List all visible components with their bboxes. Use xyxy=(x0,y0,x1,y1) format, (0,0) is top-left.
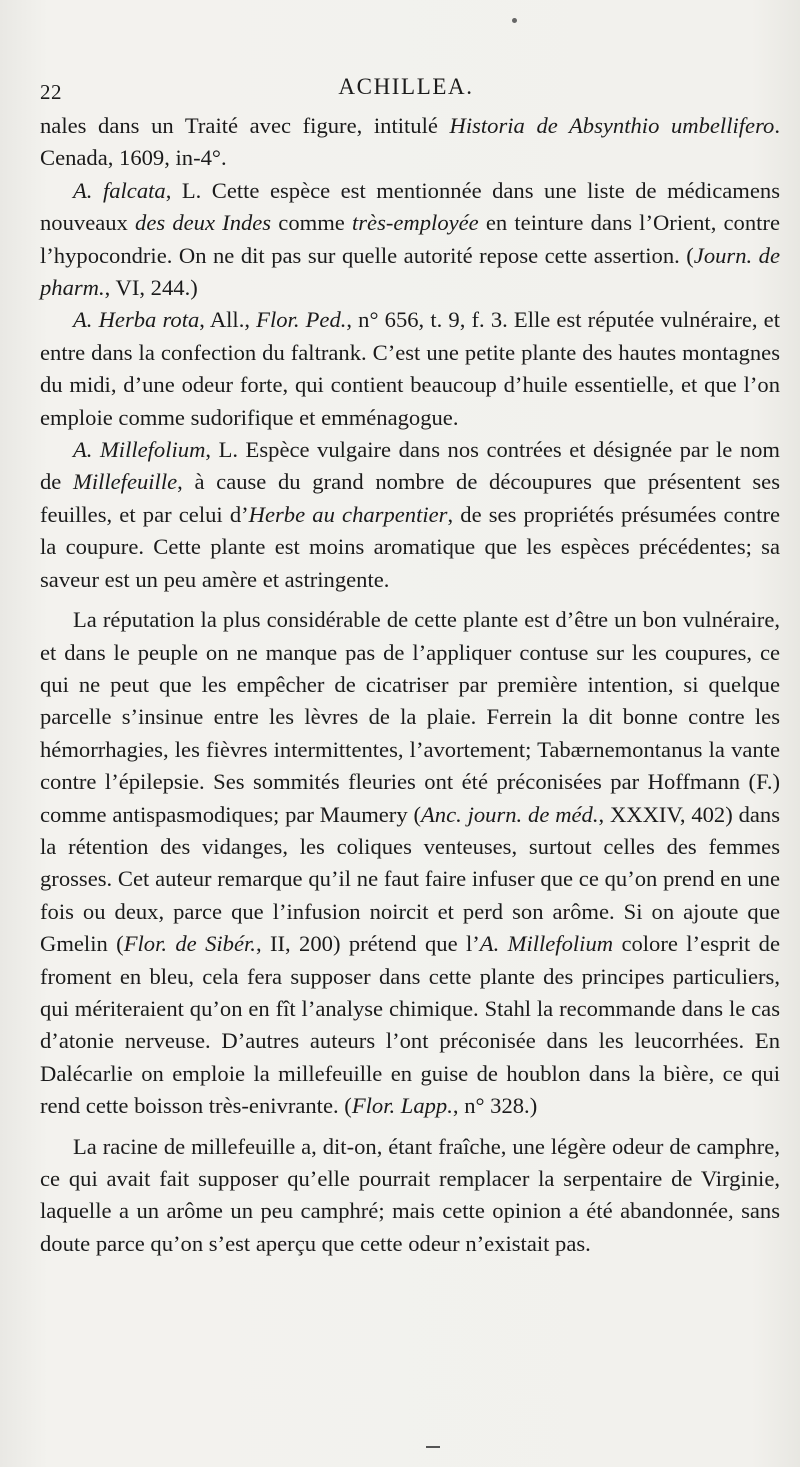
text-run: La racine de millefeuille a, dit-on, étant fraîche, une légère odeur de camphre, ce qui avait fait supposer qu’elle pourrait remplacer la serpentaire de Virginie, laquelle a un arôme un peu camphré; mais cette opinion a été abandonnée, sans doute parce qu’on s’est aperçu que cette odeur n’existait pas. xyxy=(40,1133,780,1256)
page-number: 22 xyxy=(40,80,62,104)
italic-text: Herbe au charpentier xyxy=(248,501,448,527)
text-run: , L. Cette espèce est mentionnée dans une liste de médicamens nouveaux xyxy=(40,177,781,236)
paragraph-continuation xyxy=(40,110,780,175)
text-run: , à cause du grand nombre de découpures que présentent ses feuilles, et par celui d’ xyxy=(40,469,780,527)
paragraph-millefolium-root xyxy=(40,1131,780,1261)
entry-achillea-millefolium xyxy=(40,434,780,596)
italic-text: très-employée xyxy=(351,210,479,236)
italic-text: A. Millefolium xyxy=(479,931,614,957)
italic-text: A. Herba rota xyxy=(73,307,200,333)
paragraph-millefolium-reputation xyxy=(40,604,780,1123)
text-run: , All., xyxy=(199,307,257,333)
italic-text: Anc. journ. de méd. xyxy=(420,801,599,827)
italic-text: Flor. de Sibér. xyxy=(123,931,256,957)
ink-speck xyxy=(512,18,517,23)
italic-text: Flor. Lapp. xyxy=(351,1093,453,1119)
body-text xyxy=(40,110,780,1260)
text-run: , n° 328.) xyxy=(452,1093,538,1119)
text-run: , XXXIV, 402) dans la rétention des vidanges, les coliques venteuses, surtout celles des femmes grosses. Cet auteur remarque qu’il ne faut faire infuser que ce qu’on prend en une fois ou deux, parce que l’infusion noircit et perd son arôme. Si on ajoute que Gmelin ( xyxy=(40,801,781,957)
text-run: La réputation la plus considérable de cette plante est d’être un bon vulnéraire, et dans le peuple on ne manque pas de l’appliquer contuse sur les coupures, ce qui ne peut que les empêcher de cicatriser par première intention, si quelque parcelle s’insinue entre les lèvres de la plaie. Ferrein la dit bonne contre les hémorrhagies, les fièvres intermittentes, l’avortement; Tabærnemontanus la vante contre l’épilepsie. Ses sommités fleuries ont été préconisées par Hoffmann (F.) comme antispasmodiques; par Maumery ( xyxy=(40,607,780,827)
italic-text: A. falcata xyxy=(73,177,166,203)
text-run: . Cenada, 1609, in-4°. xyxy=(40,113,780,171)
italic-text: des deux Indes xyxy=(135,210,272,236)
italic-text: Journ. de pharm. xyxy=(40,242,780,301)
entry-achillea-herba-rota xyxy=(40,304,780,434)
italic-text: Flor. Ped. xyxy=(256,307,347,333)
italic-text: Millefeuille xyxy=(73,469,178,495)
running-title: ACHILLEA. xyxy=(338,74,474,99)
italic-text: A. Millefolium xyxy=(73,437,206,463)
text-run: , de ses propriétés présumées contre la coupure. Cette plante est moins aromatique que les espèces précédentes; sa saveur est un peu amère et astringente. xyxy=(40,501,781,592)
text-run: comme xyxy=(271,210,352,236)
text-run: en teinture dans l’Orient, contre l’hypocondrie. On ne dit pas sur quelle autorité repose cette assertion. ( xyxy=(40,210,780,268)
text-run: , n° 656, t. 9, f. 3. Elle est réputée vulnéraire, et entre dans la confection du faltrank. C’est une petite plante des hautes montagnes du midi, d’une odeur forte, qui contient beaucoup d’huile essentielle, et que l’on emploie comme sudorifique et emménagogue. xyxy=(40,307,780,430)
entry-achillea-falcata xyxy=(40,175,780,305)
text-run: , L. Espèce vulgaire dans nos contrées et désignée par le nom de xyxy=(40,437,780,495)
text-run: nales dans un Traité avec figure, intitulé xyxy=(40,113,450,138)
italic-text: Historia de Absynthio umbellifero xyxy=(449,113,775,138)
bottom-page-mark xyxy=(426,1446,440,1448)
page-header xyxy=(40,74,772,108)
text-run: colore l’esprit de froment en bleu, cela fera supposer dans cette plante des principes particuliers, qui mériteraient qu’on en fît l’analyse chimique. Stahl la recommande dans le cas d’atonie nerveuse. D’autres auteurs l’ont préconisée dans les leucorrhées. En Dalécarlie on emploie la millefeuille en guise de houblon dans la bière, ce qui rend cette boisson très-enivrante. ( xyxy=(40,931,780,1119)
text-run: , VI, 244.) xyxy=(104,275,198,301)
text-run: , II, 200) prétend que l’ xyxy=(255,931,480,957)
